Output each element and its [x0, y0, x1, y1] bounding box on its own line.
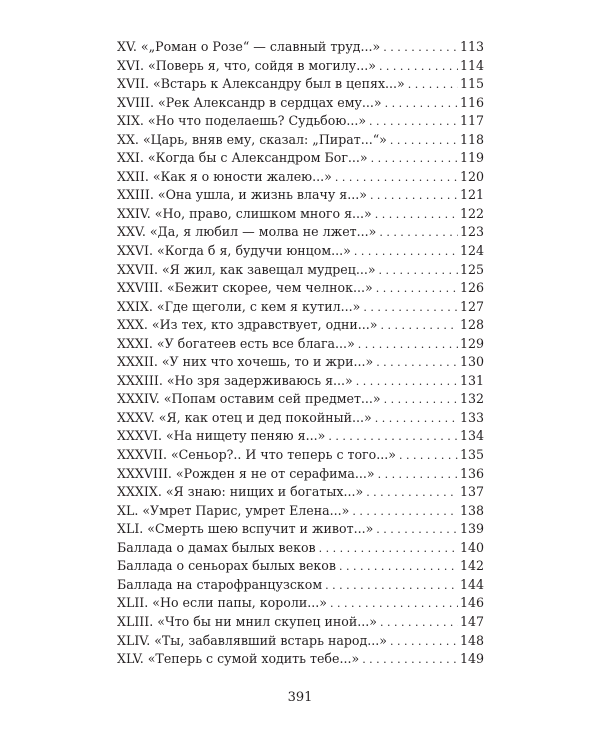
toc-entry-page: 117 — [459, 113, 484, 129]
toc-entry — [117, 650, 484, 669]
toc-entry-title: XLII. «Но если папы, короли...» — [117, 595, 327, 611]
toc-entry-page: 115 — [459, 76, 484, 92]
toc-entry-page: 127 — [459, 298, 484, 314]
toc-entry — [117, 186, 484, 205]
toc-entry-page: 140 — [459, 539, 484, 555]
toc-entry-page: 144 — [459, 576, 484, 592]
dot-leader — [384, 391, 458, 410]
toc-entry-title: XXXIV. «Попам оставим сей предмет...» — [117, 391, 381, 407]
dot-leader — [390, 132, 458, 151]
toc-entry — [117, 205, 484, 224]
toc-entry — [117, 427, 484, 446]
toc-entry-title: XXV. «Да, я любил — молва не лжет...» — [117, 224, 377, 240]
dot-leader — [358, 336, 458, 355]
toc-entry — [117, 409, 484, 428]
toc-entry — [117, 520, 484, 539]
toc-entry-title: XV. «„Роман о Розе“ — славный труд...» — [117, 39, 381, 54]
toc-entry-page: 124 — [459, 243, 484, 259]
toc-entry-title: XXIII. «Она ушла, и жизнь влачу я...» — [117, 187, 367, 203]
toc-entry-page: 142 — [459, 558, 484, 574]
dot-leader — [379, 262, 458, 281]
toc-entry-title: XXVIII. «Бежит скорее, чем челнок...» — [117, 280, 373, 296]
toc-entry-title: XXVI. «Когда б я, будучи юнцом...» — [117, 243, 351, 259]
toc-entry — [117, 131, 484, 150]
toc-entry-page: 133 — [459, 409, 484, 425]
toc-entry — [117, 372, 484, 391]
toc-entry-page: 125 — [459, 261, 484, 277]
dot-leader — [328, 428, 458, 447]
toc-entry-page: 113 — [459, 39, 484, 54]
toc-entry-title: XXXI. «У богатеев есть все блага...» — [117, 335, 355, 351]
toc-entry — [117, 279, 484, 298]
dot-leader — [378, 466, 458, 485]
dot-leader — [352, 503, 458, 522]
toc-entry — [117, 94, 484, 113]
table-of-contents — [117, 38, 484, 669]
dot-leader — [371, 150, 458, 169]
dot-leader — [379, 224, 458, 243]
dot-leader — [354, 243, 458, 262]
toc-entry-page: 120 — [459, 168, 484, 184]
dot-leader — [319, 540, 458, 559]
dot-leader — [362, 651, 458, 670]
toc-entry-page: 121 — [459, 187, 484, 203]
toc-entry-title: XXIV. «Но, право, слишком много я...» — [117, 205, 372, 221]
toc-entry — [117, 298, 484, 317]
dot-leader — [369, 113, 458, 132]
toc-entry-title: XXI. «Когда бы с Александром Бог...» — [117, 150, 368, 166]
toc-entry-page: 134 — [459, 428, 484, 444]
toc-entry-page: 147 — [459, 613, 484, 629]
toc-entry-title: XLIV. «Ты, забавлявший встарь народ...» — [117, 632, 387, 648]
toc-entry-title: XXII. «Как я о юности жалею...» — [117, 168, 332, 184]
toc-entry-page: 139 — [459, 521, 484, 537]
toc-entry-title: Баллада на старофранцузском — [117, 576, 323, 592]
dot-leader — [380, 614, 458, 633]
toc-entry-title: XXXVIII. «Рожден я не от серафима...» — [117, 465, 375, 481]
toc-entry — [117, 168, 484, 187]
dot-leader — [366, 484, 458, 503]
dot-leader — [325, 577, 458, 596]
toc-entry — [117, 38, 484, 57]
toc-entry-page: 148 — [459, 632, 484, 648]
toc-entry-page: 135 — [459, 447, 484, 463]
toc-entry-page: 137 — [459, 484, 484, 500]
toc-entry-page: 114 — [459, 57, 484, 73]
dot-leader — [339, 558, 458, 577]
toc-entry-title: XX. «Царь, вняв ему, сказал: „Пират...“» — [117, 131, 387, 147]
toc-entry-page: 131 — [459, 372, 484, 388]
toc-entry-page: 130 — [459, 354, 484, 370]
dot-leader — [380, 317, 457, 336]
toc-entry-title: XXVII. «Я жил, как завещал мудрец...» — [117, 261, 376, 277]
toc-entry-page: 116 — [459, 94, 484, 110]
dot-leader — [376, 280, 458, 299]
toc-entry-title: XVIII. «Рек Александр в сердцах ему...» — [117, 94, 382, 110]
toc-entry — [117, 335, 484, 354]
dot-leader — [379, 58, 458, 77]
toc-entry — [117, 483, 484, 502]
toc-entry-title: XXXIII. «Но зря задерживаюсь я...» — [117, 372, 353, 388]
dot-leader — [375, 206, 458, 225]
toc-entry — [117, 261, 484, 280]
toc-entry — [117, 465, 484, 484]
toc-entry-title: XXXVII. «Сеньор?.. И что теперь с того...» — [117, 447, 396, 463]
toc-entry-page: 128 — [459, 317, 484, 333]
toc-entry — [117, 576, 484, 595]
dot-leader — [375, 410, 458, 429]
toc-entry-page: 122 — [459, 205, 484, 221]
toc-entry-page: 138 — [459, 502, 484, 518]
toc-entry-page: 119 — [459, 150, 484, 166]
toc-entry-title: XXXVI. «На нищету пеняю я...» — [117, 428, 326, 444]
toc-entry — [117, 446, 484, 465]
dot-leader — [335, 169, 458, 188]
toc-entry-title: XVI. «Поверь я, что, сойдя в могилу...» — [117, 57, 376, 73]
dot-leader — [356, 373, 458, 392]
dot-leader — [330, 595, 458, 614]
toc-entry — [117, 316, 484, 335]
toc-entry-title: XIX. «Но что поделаешь? Судьбою...» — [117, 113, 367, 129]
toc-entry-title: XXXIX. «Я знаю: нищих и богатых...» — [117, 484, 364, 500]
toc-entry-page: 129 — [459, 335, 484, 351]
toc-entry-title: Баллада о сеньорах былых веков — [117, 558, 336, 574]
toc-entry-title: XXIX. «Где щеголи, с кем я кутил...» — [117, 298, 361, 314]
toc-entry — [117, 632, 484, 651]
dot-leader — [385, 95, 458, 114]
toc-entry — [117, 223, 484, 242]
dot-leader — [399, 447, 458, 466]
toc-entry-page: 118 — [459, 131, 484, 147]
toc-entry — [117, 502, 484, 521]
page-number: 391 — [287, 690, 313, 705]
toc-entry-title: XXX. «Из тех, кто здравствует, одни...» — [117, 317, 378, 333]
toc-entry — [117, 594, 484, 613]
toc-entry-title: XLIII. «Что бы ни мнил скупец иной...» — [117, 613, 377, 629]
toc-entry-title: Баллада о дамах былых веков — [117, 539, 316, 555]
dot-leader — [383, 39, 458, 58]
toc-entry — [117, 57, 484, 76]
dot-leader — [376, 354, 458, 373]
toc-entry-page: 132 — [459, 391, 484, 407]
dot-leader — [376, 521, 458, 540]
toc-entry — [117, 242, 484, 261]
toc-entry-page: 149 — [459, 651, 484, 667]
toc-entry-title: XXXV. «Я, как отец и дед покойный...» — [117, 409, 372, 425]
toc-entry-title: XXXII. «У них что хочешь, то и жри...» — [117, 354, 374, 370]
toc-entry — [117, 149, 484, 168]
toc-entry — [117, 75, 484, 94]
dot-leader — [390, 633, 458, 652]
toc-entry — [117, 390, 484, 409]
toc-entry-page: 126 — [459, 280, 484, 296]
toc-entry — [117, 112, 484, 131]
dot-leader — [408, 76, 458, 95]
toc-entry — [117, 557, 484, 576]
toc-entry-page: 136 — [459, 465, 484, 481]
toc-entry — [117, 539, 484, 558]
toc-entry-title: XL. «Умрет Парис, умрет Елена...» — [117, 502, 350, 518]
dot-leader — [363, 299, 458, 318]
toc-entry-page: 123 — [459, 224, 484, 240]
toc-entry-title: XLV. «Теперь с сумой ходить тебе...» — [117, 651, 360, 667]
toc-entry-title: XLI. «Смерть шею вспучит и живот...» — [117, 521, 374, 537]
toc-entry — [117, 613, 484, 632]
toc-entry-title: XVII. «Встарь к Александру был в цепях...» — [117, 76, 405, 92]
toc-entry — [117, 353, 484, 372]
dot-leader — [370, 187, 458, 206]
toc-entry-page: 146 — [459, 595, 484, 611]
